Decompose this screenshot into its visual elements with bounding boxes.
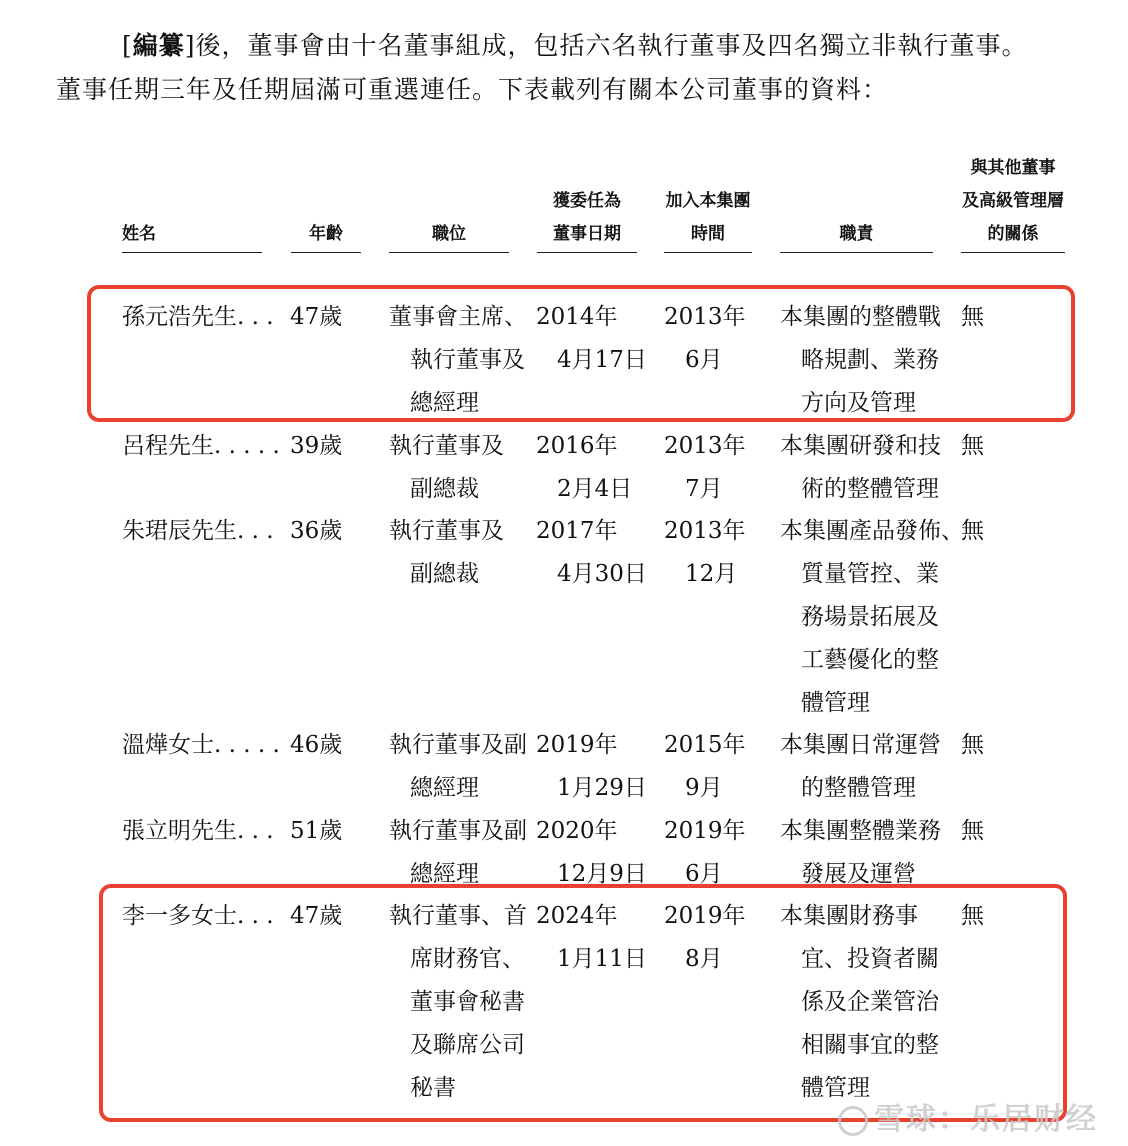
cell-relationship: 無 (961, 304, 984, 330)
cell-age: 47歲 (290, 903, 343, 929)
header-duties: 職責 (780, 218, 933, 253)
cell-name: 朱珺辰先生. . . (122, 518, 274, 544)
header-age: 年齡 (291, 218, 361, 253)
cell-position: 執行董事及 副總裁 (389, 433, 504, 502)
highlight-box-row-6 (99, 884, 1067, 1122)
cell-relationship: 無 (961, 903, 984, 929)
cell-position: 執行董事及副 總經理 (389, 818, 527, 887)
cell-age: 51歲 (290, 818, 343, 844)
cell-appointed: 2014年 4月17日 (536, 304, 647, 373)
cell-age: 36歲 (290, 518, 343, 544)
cell-joined: 2019年 8月 (664, 903, 746, 972)
cell-name: 孫元浩先生. . . (122, 304, 274, 330)
cell-appointed: 2016年 2月4日 (536, 433, 633, 502)
cell-relationship: 無 (961, 732, 984, 758)
intro-line-2: 董事任期三年及任期屆滿可重選連任。下表載列有關本公司董事的資料： (56, 75, 889, 104)
watermark: 雪球：乐居财经 (838, 1094, 1098, 1138)
header-relationship: 與其他董事 及高級管理層 的關係 (961, 152, 1065, 253)
cell-age: 46歲 (290, 732, 343, 758)
cell-relationship: 無 (961, 433, 984, 459)
cell-duties: 本集團整體業務 發展及運營 (780, 818, 941, 887)
cell-duties: 本集團產品發佈、 質量管控、業 務場景拓展及 工藝優化的整 體管理 (780, 518, 964, 716)
cell-relationship: 無 (961, 818, 984, 844)
cell-duties: 本集團研發和技 術的整體管理 (780, 433, 941, 502)
cell-joined: 2019年 6月 (664, 818, 746, 887)
cell-age: 47歲 (290, 304, 343, 330)
cell-joined: 2013年 12月 (664, 518, 746, 587)
header-name: 姓名 (122, 218, 262, 253)
cell-appointed: 2020年 12月9日 (536, 818, 647, 887)
intro-paragraph (56, 24, 1096, 112)
cell-position: 執行董事及副 總經理 (389, 732, 527, 801)
snowball-logo-icon (838, 1106, 868, 1136)
cell-position: 執行董事、首 席財務官、 董事會秘書 及聯席公司 秘書 (389, 903, 527, 1101)
header-appointed: 獲委任為 董事日期 (537, 185, 637, 253)
cell-position: 執行董事及 副總裁 (389, 518, 504, 587)
cell-joined: 2013年 6月 (664, 304, 746, 373)
cell-duties: 本集團的整體戰 略規劃、業務 方向及管理 (780, 304, 941, 416)
cell-duties: 本集團財務事 宜、投資者關 係及企業管治 相關事宜的整 體管理 (780, 903, 939, 1101)
cell-name: 李一多女士. . . (122, 903, 274, 929)
cell-appointed: 2017年 4月30日 (536, 518, 647, 587)
header-position: 職位 (389, 218, 509, 253)
cell-joined: 2013年 7月 (664, 433, 746, 502)
intro-line-1: [編纂]後，董事會由十名董事組成，包括六名執行董事及四名獨立非執行董事。 (122, 31, 1028, 60)
header-joined: 加入本集團 時間 (664, 185, 752, 253)
cell-relationship: 無 (961, 518, 984, 544)
cell-appointed: 2024年 1月11日 (536, 903, 647, 972)
cell-age: 39歲 (290, 433, 343, 459)
cell-joined: 2015年 9月 (664, 732, 746, 801)
cell-name: 呂程先生. . . . . (122, 433, 280, 459)
highlight-box-row-1 (87, 285, 1075, 422)
cell-name: 張立明先生. . . (122, 818, 274, 844)
cell-duties: 本集團日常運營 的整體管理 (780, 732, 941, 801)
cell-position: 董事會主席、 執行董事及 總經理 (389, 304, 527, 416)
cell-appointed: 2019年 1月29日 (536, 732, 647, 801)
cell-name: 溫燁女士. . . . . (122, 732, 280, 758)
